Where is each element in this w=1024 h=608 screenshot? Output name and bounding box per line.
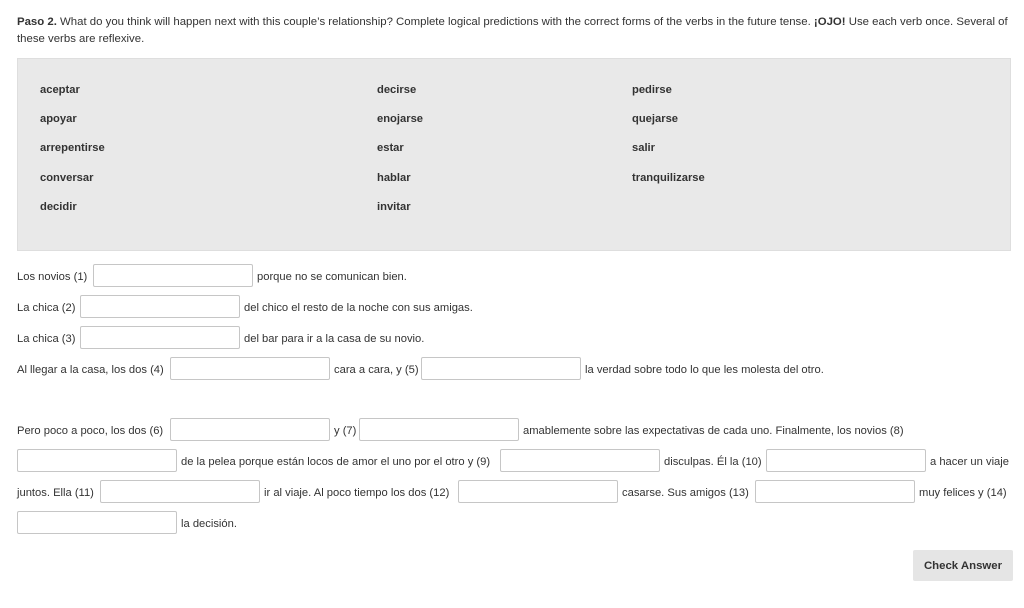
sentence-1-suffix: porque no se comunican bien. [257,271,407,283]
ojo-label: ¡OJO! [813,16,846,28]
word-bank-item: aceptar [40,84,80,96]
answer-input-7[interactable] [359,418,519,441]
paragraph-prefix-6: Pero poco a poco, los dos (6) [17,425,164,437]
paragraph-after-13: muy felices y (14) [919,487,1007,499]
answer-input-13[interactable] [755,480,915,503]
instructions-text: What do you think will happen next with this couple’s relationship? Complete logical predictions with the correct forms of the verbs in the future tense. [56,16,814,28]
sentence-4-prefix: Al llegar a la casa, los dos (4) [17,364,164,376]
paragraph-after-8: de la pelea porque están locos de amor el uno por el otro y (9) [181,456,491,468]
word-bank-item: hablar [377,172,411,184]
answer-input-3[interactable] [80,326,240,349]
instructions-text-2: Use each verb once. Several of these verbs are reflexive. [17,16,1008,45]
word-bank-item: decidir [40,201,77,213]
sentence-4-mid: cara a cara, y (5) [334,364,419,376]
check-answer-button[interactable]: Check Answer [913,550,1013,581]
paragraph-after-9: disculpas. Él la (10) [664,456,762,468]
sentence-1-prefix: Los novios (1) [17,271,88,283]
word-bank-item: pedirse [632,84,672,96]
word-bank-item: enojarse [377,113,424,125]
step-label: Paso 2. [17,16,57,28]
paragraph-juntos: juntos. Ella (11) [17,487,94,499]
answer-input-12[interactable] [458,480,618,503]
answer-input-14[interactable] [17,511,177,534]
paragraph-y7: y (7) [334,425,357,437]
paragraph-after-12: casarse. Sus amigos (13) [622,487,749,499]
paragraph-after-10: a hacer un viaje [930,456,1009,468]
answer-input-1[interactable] [93,264,253,287]
answer-input-10[interactable] [766,449,926,472]
word-bank-item: tranquilizarse [632,172,705,184]
answer-input-9[interactable] [500,449,660,472]
answer-input-5[interactable] [421,357,581,380]
word-bank-item: apoyar [40,113,77,125]
paragraph-after-14: la decisión. [181,518,237,530]
word-bank [17,58,1011,251]
answer-input-4[interactable] [170,357,330,380]
word-bank-item: conversar [40,172,94,184]
sentence-3-prefix: La chica (3) [17,333,76,345]
word-bank-item: quejarse [632,113,679,125]
sentence-2-prefix: La chica (2) [17,302,76,314]
word-bank-item: estar [377,142,404,154]
word-bank-item: invitar [377,201,411,213]
paragraph-after-7: amablemente sobre las expectativas de cada uno. Finalmente, los novios (8) [523,425,904,437]
paragraph-after-11: ir al viaje. Al poco tiempo los dos (12) [264,487,450,499]
answer-input-6[interactable] [170,418,330,441]
word-bank-item: decirse [377,84,417,96]
sentence-2-suffix: del chico el resto de la noche con sus amigas. [244,302,473,314]
answer-input-11[interactable] [100,480,260,503]
instructions [17,14,1017,48]
word-bank-item: arrepentirse [40,142,105,154]
word-bank-item: salir [632,142,656,154]
answer-input-8[interactable] [17,449,177,472]
sentence-5-suffix: la verdad sobre todo lo que les molesta del otro. [585,364,824,376]
answer-input-2[interactable] [80,295,240,318]
sentence-3-suffix: del bar para ir a la casa de su novio. [244,333,425,345]
